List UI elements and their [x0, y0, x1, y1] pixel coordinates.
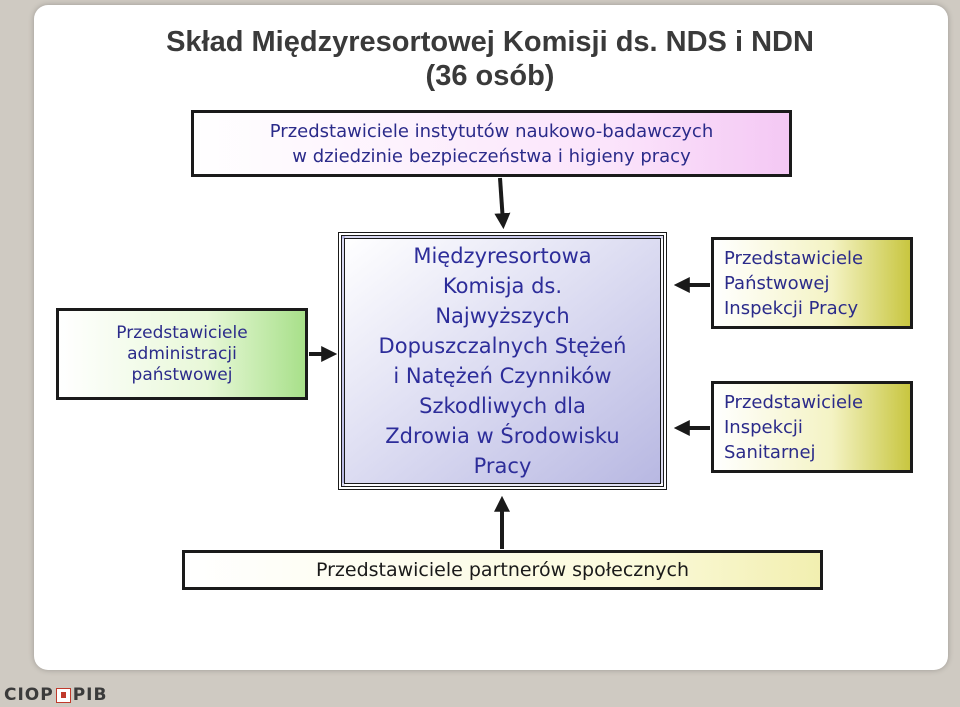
- state-administration-line-2: administracji: [127, 343, 237, 364]
- research-institutes-line-2: w dziedzinie bezpieczeństwa i higieny pracy: [292, 145, 691, 167]
- commission-line: Dopuszczalnych Stężeń: [378, 334, 627, 358]
- arrow-top-to-center: [500, 178, 503, 222]
- title-line-1: Skład Międzyresortowej Komisji ds. NDS i NDN: [166, 26, 814, 58]
- commission-line: Pracy: [473, 454, 532, 478]
- social-partners-label: Przedstawiciele partnerów społecznych: [315, 558, 690, 581]
- sanitary-inspection-line-2: Inspekcji: [724, 416, 803, 438]
- labour-inspection-line-1: Przedstawiciele: [724, 247, 864, 269]
- sanitary-inspection-line-3: Sanitarnej: [724, 441, 816, 463]
- sanitary-inspection-line-1: Przedstawiciele: [724, 391, 864, 413]
- commission-line: Międzyresortowa: [413, 244, 592, 268]
- commission-line: Zdrowia w Środowisku: [385, 424, 620, 448]
- logo-text-right: PIB: [72, 685, 108, 705]
- state-administration-line-1: Przedstawiciele: [116, 322, 248, 343]
- ciop-pib-logo: [4, 685, 107, 705]
- commission-line: Najwyższych: [435, 304, 570, 328]
- labour-inspection-line-2: Państwowej: [724, 272, 830, 294]
- title-line-2: (36 osób): [425, 60, 555, 92]
- commission-line: Szkodliwych dla: [419, 394, 586, 418]
- ciop-pib-logo-icon: [56, 688, 71, 703]
- labour-inspection-line-3: Inspekcji Pracy: [724, 297, 859, 319]
- commission-line: Komisja ds.: [442, 274, 563, 298]
- commission-line: i Natężeń Czynników: [393, 364, 612, 388]
- logo-text-left: CIOP: [4, 685, 54, 705]
- state-administration-line-3: państwowej: [131, 364, 233, 385]
- research-institutes-line-1: Przedstawiciele instytutów naukowo-badawczych: [269, 120, 714, 142]
